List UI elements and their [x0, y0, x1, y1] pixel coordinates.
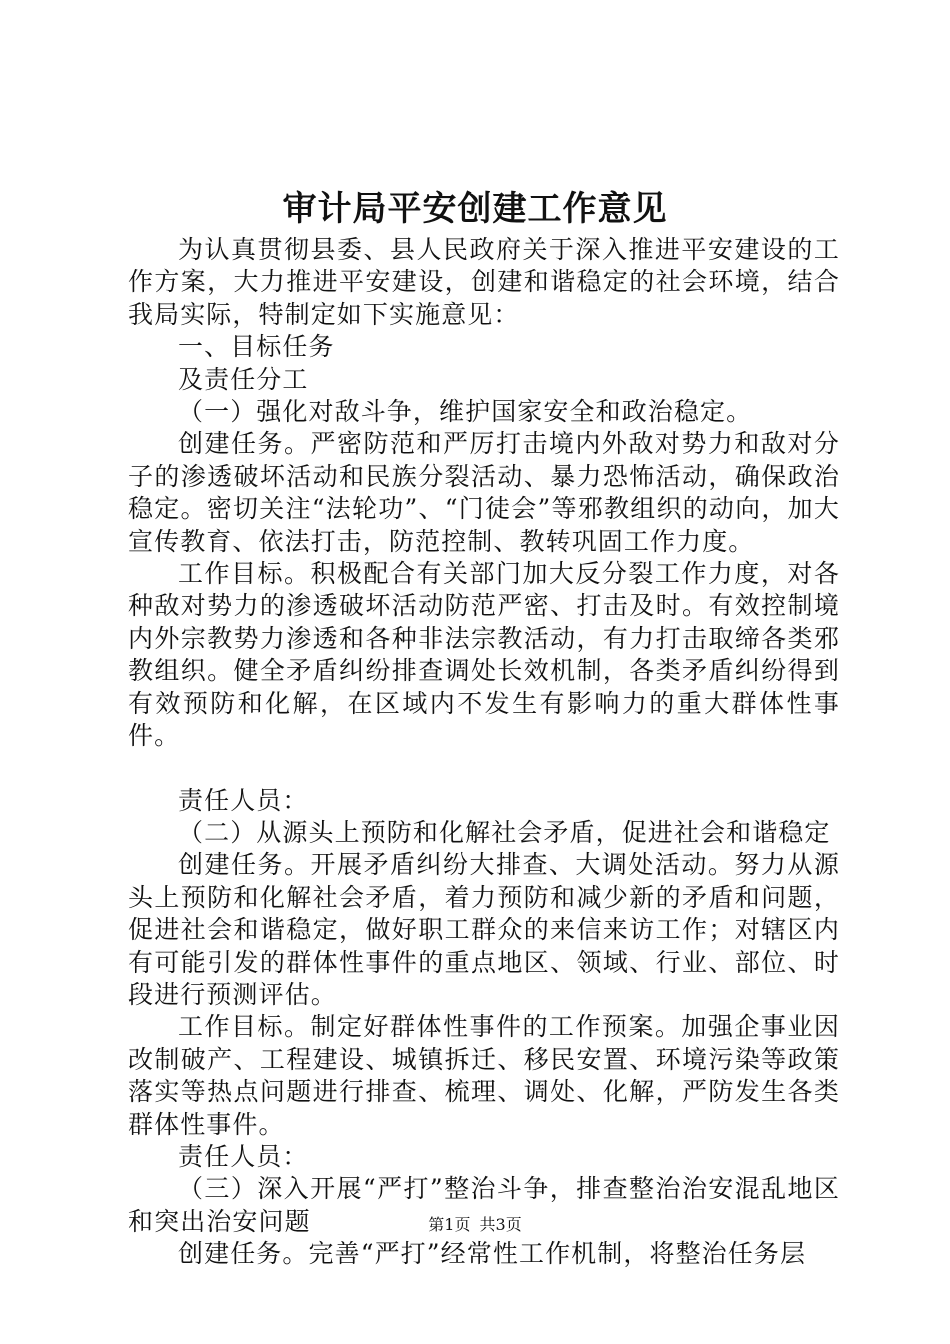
subsection-heading-1: （一）强化对敌斗争，维护国家安全和政治稳定。: [178, 397, 753, 427]
section-heading-goals: 一、目标任务: [178, 332, 335, 362]
task-paragraph-2: 创建任务。开展矛盾纠纷大排查、大调处活动。努力从源头上预防和化解社会矛盾，着力预防和减少新的矛盾和问题，促进社会和谐稳定，做好职工群众的来信来访工作；对辖区内有可能引发的群体性事件的重点地区、领域、行业、部位、时段进行预测评估。: [128, 850, 840, 1009]
task-paragraph-1: 创建任务。严密防范和严厉打击境内外敌对势力和敌对分子的渗透破坏活动和民族分裂活动、暴力恐怖活动，确保政治稳定。密切关注“法轮功”、“门徒会”等邪教组织的动向，加大宣传教育、依法打击，防范控制、教转巩固工作力度。: [128, 429, 840, 556]
document-body: [128, 234, 840, 1271]
responsible-person-2: 责任人员：: [178, 1141, 309, 1171]
subsection-heading-2: （二）从源头上预防和化解社会矛盾，促进社会和谐稳定: [178, 817, 831, 847]
intro-paragraph: 为认真贯彻县委、县人民政府关于深入推进平安建设的工作方案，大力推进平安建设，创建和谐稳定的社会环境，结合我局实际，特制定如下实施意见：: [128, 235, 840, 329]
document-title: 审计局平安创建工作意见: [282, 189, 668, 229]
page-footer: [0, 1214, 950, 1236]
responsible-person-1: 责任人员：: [178, 785, 309, 815]
paragraph-spacer: [128, 753, 840, 785]
goal-paragraph-1: 工作目标。积极配合有关部门加大反分裂工作力度，对各种敌对势力的渗透破坏活动防范严密、打击及时。有效控制境内外宗教势力渗透和各种非法宗教活动，有力打击取缔各类邪教组织。健全矛盾纠纷排查调处长效机制，各类矛盾纠纷得到有效预防和化解，在区域内不发生有影响力的重大群体性事件。: [128, 559, 840, 751]
task-paragraph-3: 创建任务。完善“严打”经常性工作机制，将整治任务层: [178, 1239, 807, 1269]
goal-paragraph-2: 工作目标。制定好群体性事件的工作预案。加强企事业因改制破产、工程建设、城镇拆迁、移民安置、环境污染等政策落实等热点问题进行排查、梳理、调处、化解，严防发生各类群体性事件。: [128, 1012, 840, 1139]
page-number: 第1页: [428, 1215, 471, 1234]
subsection-heading-3: （三）深入开展“严打”整治斗争，排查整治治安混乱地区和突出治安问题: [128, 1174, 840, 1236]
page-total: 共3页: [479, 1215, 522, 1234]
section-heading-responsibility: 及责任分工: [178, 364, 309, 394]
